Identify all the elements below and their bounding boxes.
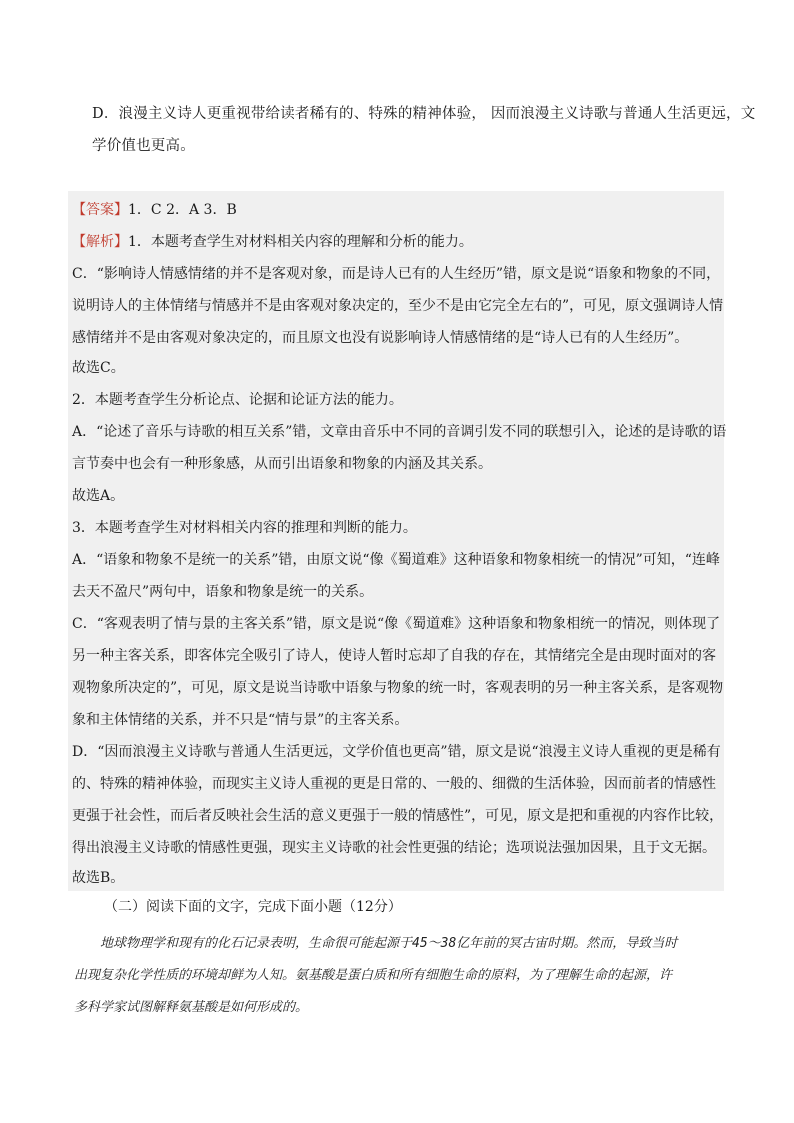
passage-line: 出现复杂化学性质的环境却鲜为人知。氨基酸是蛋白质和所有细胞生命的原料，为了理解生命的起源，许	[74, 968, 673, 983]
analysis-line: 故选C。	[72, 360, 125, 376]
analysis-line: 2．本题考查学生分析论点、论据和论证方法的能力。	[72, 392, 403, 408]
analysis-line: 故选A。	[72, 488, 125, 504]
answer-values: 1．C 2．A 3．B	[128, 202, 237, 218]
passage-line: 地球物理学和现有的化石记录表明，生命很可能起源于45～38亿年前的冥古宙时期。然而，导致当时	[100, 936, 678, 951]
analysis-line: 3．本题考查学生对材料相关内容的推理和判断的能力。	[72, 520, 417, 536]
analysis-line: 另一种主客关系，即客体完全吸引了诗人，使诗人暂时忘却了自我的存在，其情绪完全是由现时面对的客	[72, 648, 716, 664]
analysis-line: A．“语象和物象不是统一的关系”错，由原文说“像《蜀道难》这种语象和物象相统一的情况”可知，“连峰	[72, 552, 720, 568]
answer-line	[72, 199, 237, 219]
analysis-line: 说明诗人的主体情绪与情感并不是由客观对象决定的，至少不是由它完全左右的”，可见，原文强调诗人情	[72, 298, 724, 314]
analysis-line: 得出浪漫主义诗歌的情感性更强，现实主义诗歌的社会性更强的结论；选项说法强加因果，且于文无据。	[72, 840, 716, 856]
analysis-line: 感情绪并不是由客观对象决定的，而且原文也没有说影响诗人情感情绪的是“诗人已有的人生经历”。	[72, 330, 689, 346]
option-d-line-2: 学价值也更高。	[92, 138, 195, 154]
section-heading: （二）阅读下面的文字，完成下面小题（12分）	[104, 899, 402, 915]
analysis-line: C．“客观表明了情与景的主客关系”错，原文是说“像《蜀道难》这种语象和物象相统一的情况，则体现了	[72, 616, 721, 632]
passage-line: 多科学家试图解释氨基酸是如何形成的。	[74, 1000, 309, 1015]
option-d-line-1: D．浪漫主义诗人更重视带给读者稀有的、特殊的精神体验， 因而浪漫主义诗歌与普通人生活更远，文	[92, 106, 756, 122]
analysis-line: 更强于社会性，而后者反映社会生活的意义更强于一般的情感性”，可见，原文是把和重视的内容作比较，	[72, 808, 724, 824]
analysis-line: 的、特殊的精神体验，而现实主义诗人重视的更是日常的、一般的、细微的生活体验，因而前者的情感性	[72, 776, 716, 792]
analysis-line: A．“论述了音乐与诗歌的相互关系”错，文章由音乐中不同的音调引发不同的联想引入，论述的是诗歌的语	[72, 424, 727, 440]
analysis-intro: 1．本题考查学生对材料相关内容的理解和分析的能力。	[128, 234, 473, 250]
analysis-line: D．“因而浪漫主义诗歌与普通人生活更远，文学价值也更高”错，原文是说“浪漫主义诗人重视的更是稀有	[72, 744, 721, 760]
answer-label: 【答案】	[72, 202, 128, 218]
analysis-line: 故选B。	[72, 870, 125, 886]
analysis-line: 去天不盈尺”两句中，语象和物象是统一的关系。	[72, 584, 374, 600]
analysis-line: 言节奏中也会有一种形象感，从而引出语象和物象的内涵及其关系。	[72, 456, 492, 472]
analysis-line: C．“影响诗人情感情绪的并不是客观对象，而是诗人已有的人生经历”错，原文是说“语象和物象的不同，	[72, 266, 721, 282]
analysis-line: 观物象所决定的”，可见，原文是说当诗歌中语象与物象的统一时，客观表明的另一种主客关系，是客观物	[72, 680, 724, 696]
analysis-line-1	[72, 231, 473, 251]
analysis-line: 象和主体情绪的关系，并不只是“情与景”的主客关系。	[72, 712, 409, 728]
analysis-label: 【解析】	[72, 234, 128, 250]
